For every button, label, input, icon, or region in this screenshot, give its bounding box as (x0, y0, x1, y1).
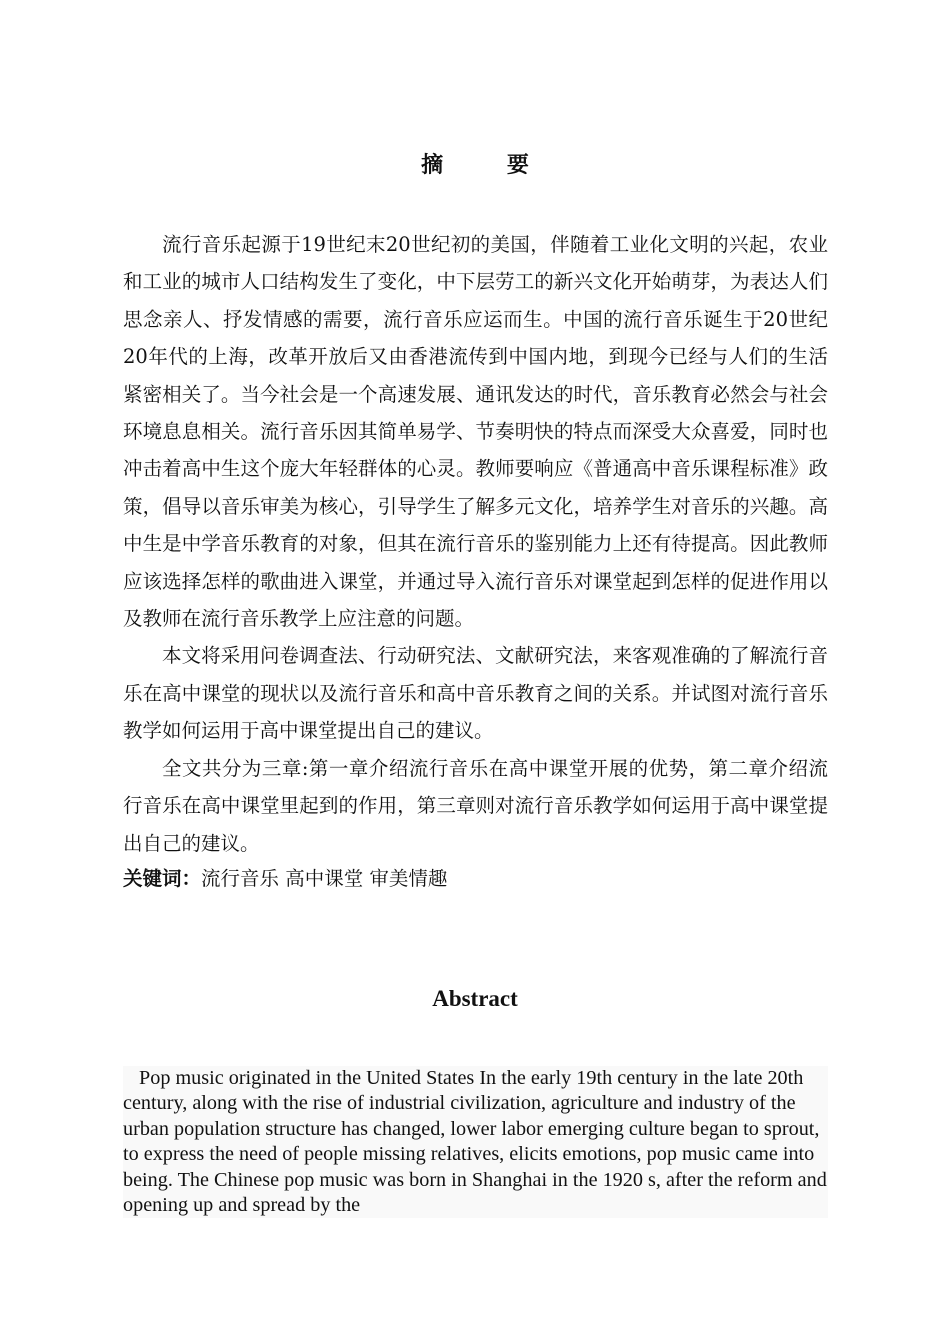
english-abstract-title: Abstract (432, 986, 518, 1011)
english-abstract-text: Pop music originated in the United States In the early 19th century in the late 20th century, along with the rise of industrial civilization, agriculture and industry of the urban population structure has changed, lower labor emerging culture began to sprout, to express the need of people missing relatives, elicits emotions, pop music came into being. The Chinese pop music was born in Shanghai in the 1920 s, after the reform and opening up and spread by the (123, 1066, 828, 1218)
chinese-abstract-title: 摘 要 (421, 152, 557, 178)
abstract-paragraph-2: 本文将采用问卷调查法、行动研究法、文献研究法，来客观准确的了解流行音乐在高中课堂的现状以及流行音乐和高中音乐教育之间的关系。并试图对流行音乐教学如何运用于高中课堂提出自己的建议。 (123, 644, 828, 743)
abstract-paragraph-3: 全文共分为三章:第一章介绍流行音乐在高中课堂开展的优势，第二章介绍流行音乐在高中课堂里起到的作用，第三章则对流行音乐教学如何运用于高中课堂提出自己的建议。 (123, 756, 828, 855)
keywords-line (123, 862, 828, 896)
keywords-label: 关键词： (123, 866, 202, 890)
keywords-list: 流行音乐 高中课堂 审美情趣 (201, 866, 448, 890)
chinese-abstract-body (123, 226, 828, 896)
abstract-paragraph-1: 流行音乐起源于19世纪末20世纪初的美国，伴随着工业化文明的兴起，农业和工业的城市人口结构发生了变化，中下层劳工的新兴文化开始萌芽，为表达人们思念亲人、抒发情感的需要，流行音乐应运而生。中国的流行音乐诞生于20世纪20年代的上海，改革开放后又由香港流传到中国内地，到现今已经与人们的生活紧密相关了。当今社会是一个高速发展、通讯发达的时代，音乐教育必然会与社会环境息息相关。流行音乐因其简单易学、节奏明快的特点而深受大众喜爱，同时也冲击着高中生这个庞大年轻群体的心灵。教师要响应《普通高中音乐课程标准》政策，倡导以音乐审美为核心，引导学生了解多元文化，培养学生对音乐的兴趣。高中生是中学音乐教育的对象，但其在流行音乐的鉴别能力上还有待提高。因此教师应该选择怎样的歌曲进入课堂，并通过导入流行音乐对课堂起到怎样的促进作用以及教师在流行音乐教学上应注意的问题。 (123, 233, 828, 631)
